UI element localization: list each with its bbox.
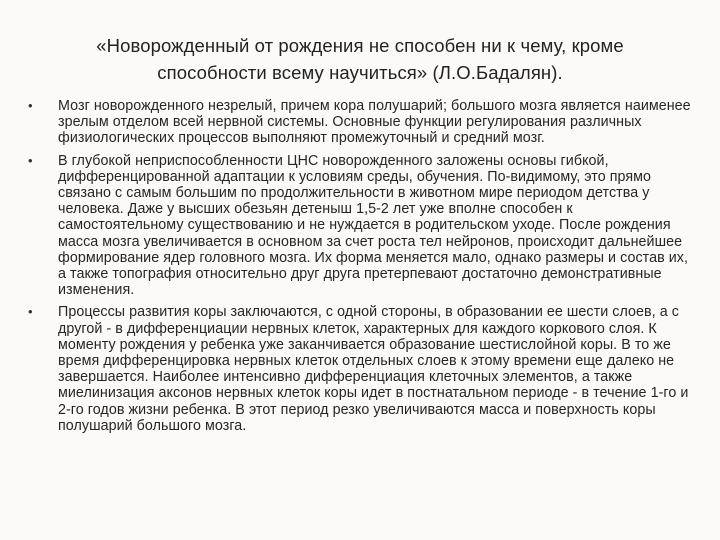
- bullet-text-1: Мозг новорожденного незрелый, причем кора полушарий; большого мозга является наименее зрелым отделом всей нервной системы. Основные функции регулирования различных физиологических процессов выполняют промежуточный и средний мозг.: [58, 98, 691, 147]
- bullet-icon: •: [28, 98, 33, 113]
- bullet-list: [28, 98, 692, 434]
- bullet-text-2: В глубокой неприспособленности ЦНС новорожденного заложены основы гибкой, дифференцированной адаптации к условиям среды, обучения. По-видимому, это прямо связано с самым большим по продолжительности в животном мире периодом детства у человека. Даже у высших обезьян детеныш 1,5-2 лет уже вполне способен к самостоятельному существованию и не нуждается в родительском уходе. После рождения масса мозга увеличивается в основном за счет роста тел нейронов, происходит дальнейшее формирование ядер головного мозга. Их форма меняется мало, однако размеры и состав их, а также топография относительно друг друга претерпевают достаточно демонстративные изменения.: [58, 152, 689, 299]
- bullet-icon: •: [28, 152, 33, 168]
- bullet-item-2: [28, 153, 692, 299]
- slide-title: «Новорожденный от рождения не способен ни к чему, кроме способности всему научиться» (Л.О.Бадалян).: [96, 35, 624, 83]
- bullet-item-3: [28, 304, 692, 434]
- bullet-item-1: [28, 98, 692, 147]
- bullet-text-3: Процессы развития коры заключаются, с одной стороны, в образовании ее шести слоев, а с другой - в дифференциации нервных клеток, характерных для каждого коркового слоя. К моменту рождения у ребенка уже заканчивается образование шестислойной коры. В то же время дифференцировка нервных клеток отдельных слоев к этому времени еще далеко не завершается. Наиболее интенсивно дифференциация клеточных элементов, а также миелинизация аксонов нервных клеток коры идет в постнатальном периоде - в течение 1-го и 2-го годов жизни ребенка. В этот период резко увеличиваются масса и поверхность коры полушарий большого мозга.: [58, 304, 689, 434]
- bullet-icon: •: [28, 304, 33, 320]
